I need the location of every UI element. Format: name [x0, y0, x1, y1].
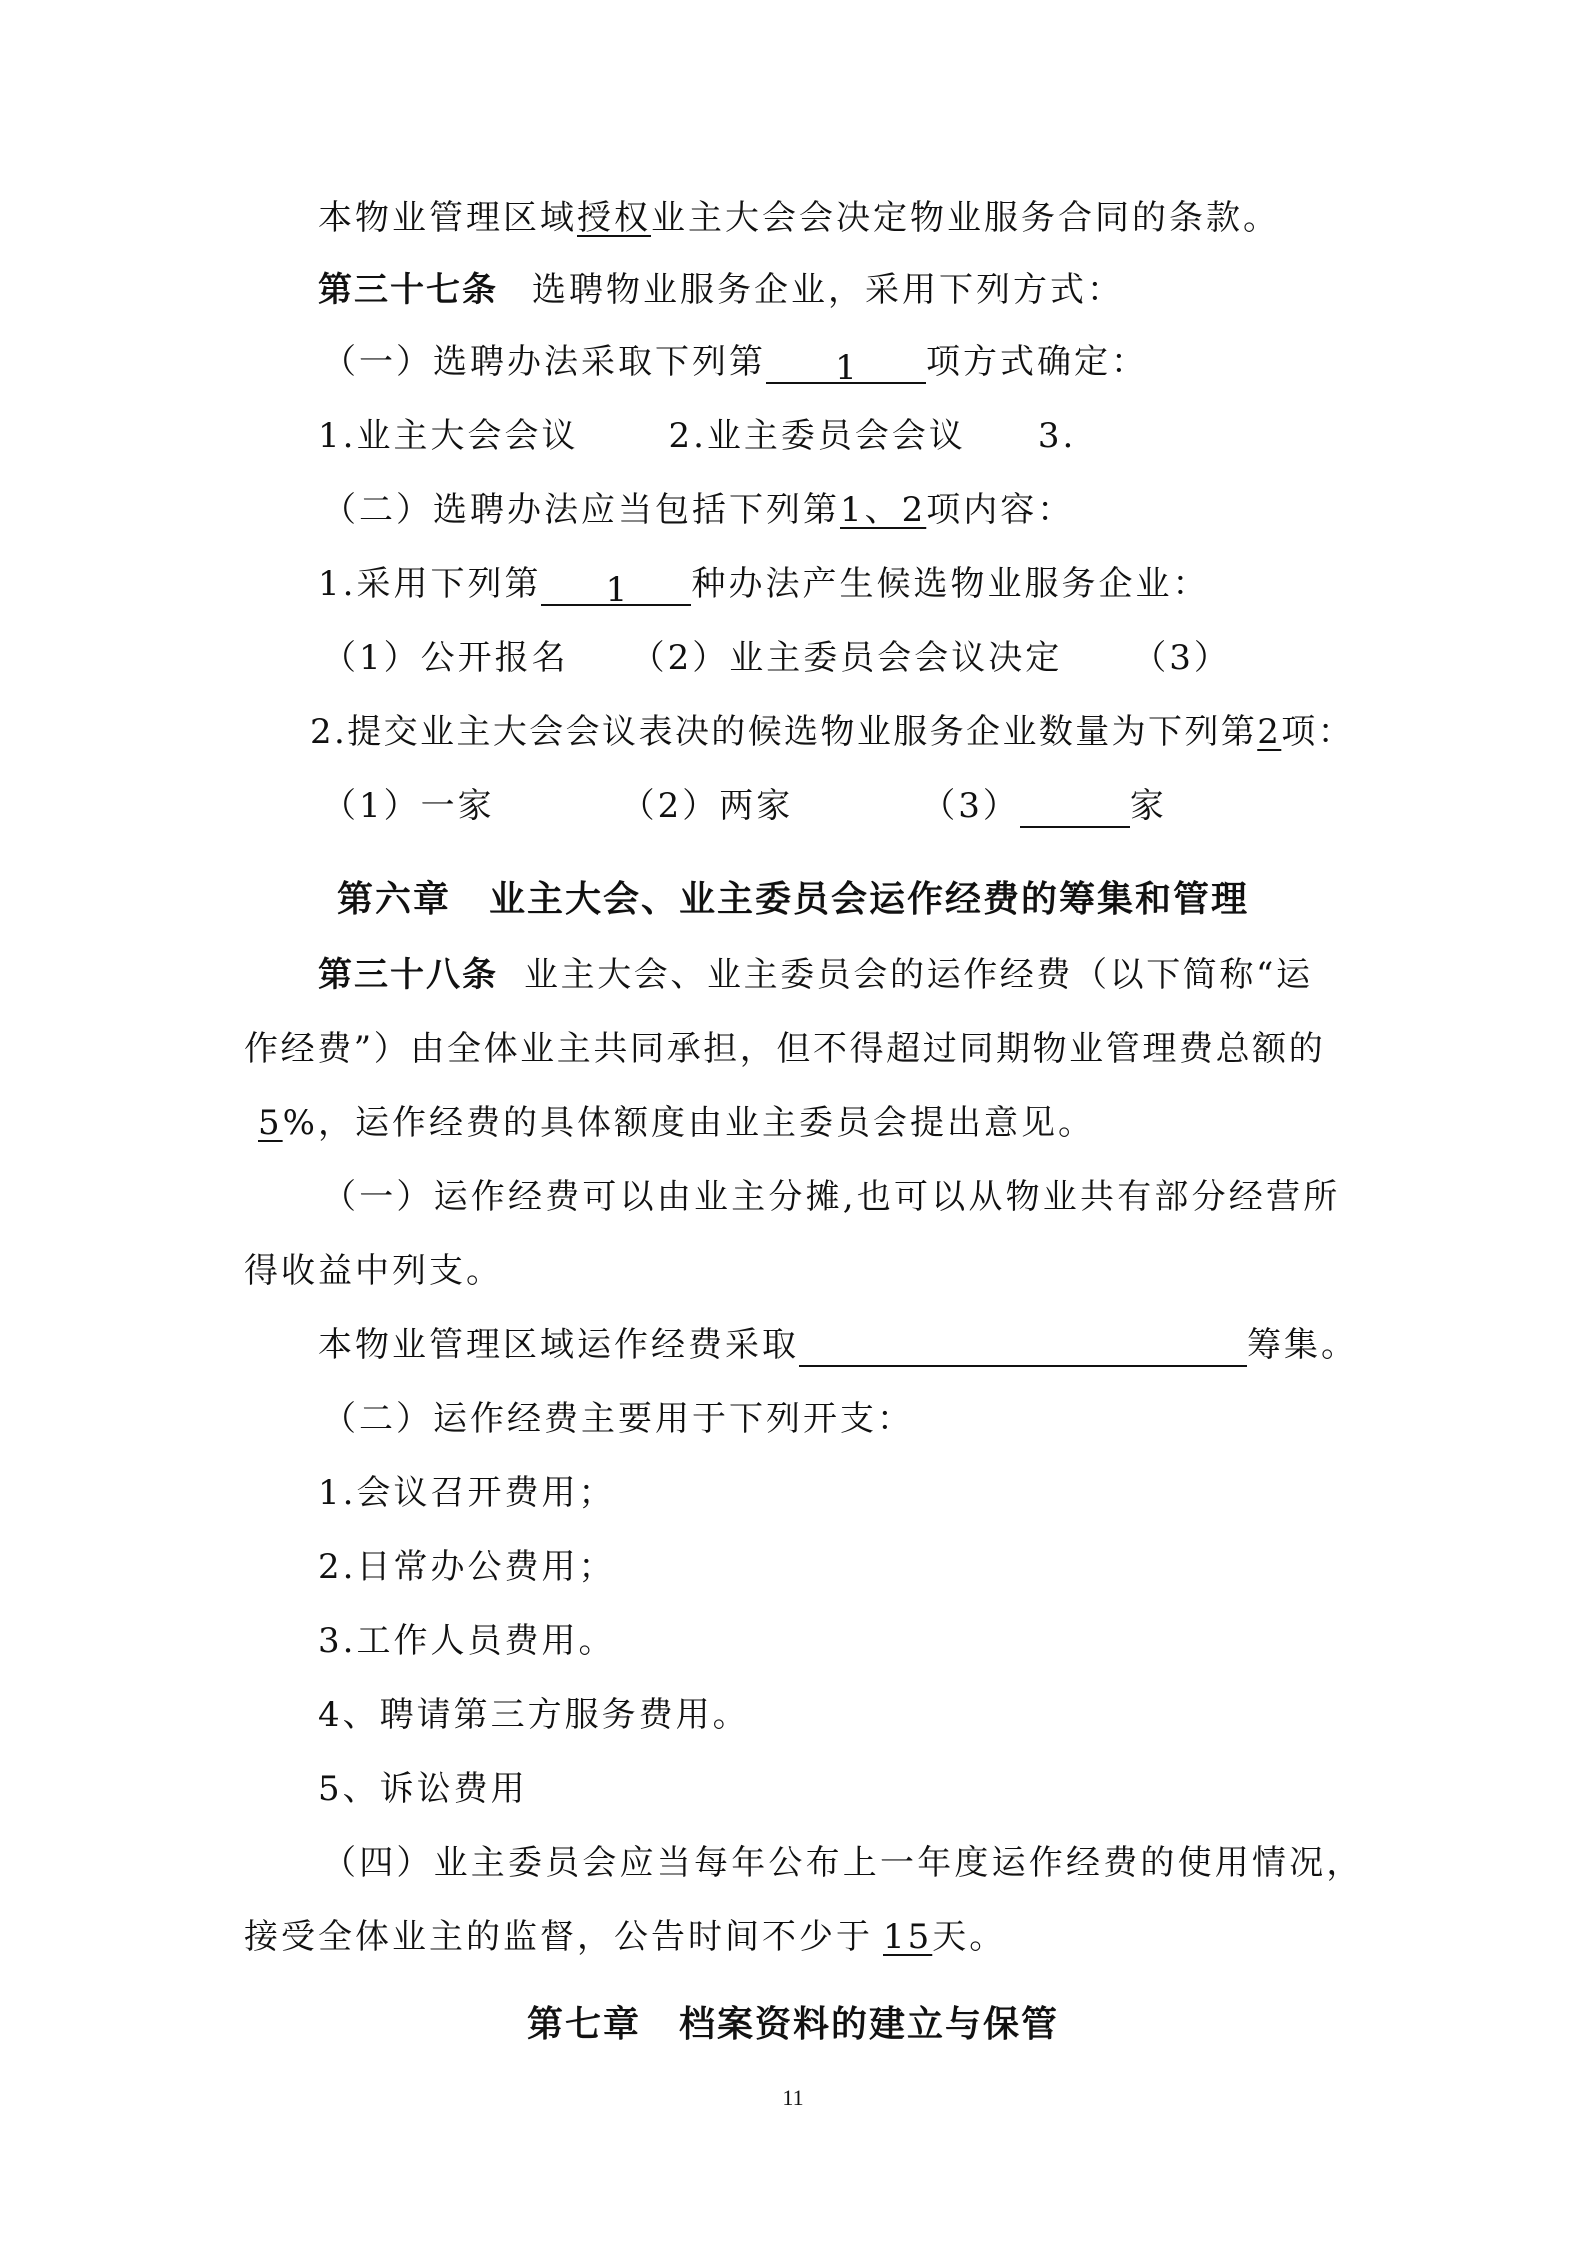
list-item	[318, 1619, 615, 1663]
text: 本物业管理区域	[318, 198, 577, 238]
paragraph-line	[318, 196, 1280, 240]
option: （2）两家	[620, 786, 794, 826]
text: 项：	[1281, 712, 1355, 752]
paragraph-line	[244, 1915, 1006, 1959]
text: 种办法产生候选物业服务企业：	[691, 564, 1210, 604]
list-item	[318, 1545, 615, 1589]
list-item	[318, 1767, 528, 1811]
option: 1.业主大会会议	[318, 416, 579, 456]
article-37	[318, 268, 1124, 312]
option: 3.	[1037, 416, 1077, 456]
paragraph-line	[318, 1323, 1358, 1367]
paragraph-line	[322, 340, 1148, 388]
article-text: 选聘物业服务企业，采用下列方式：	[532, 270, 1124, 310]
list-item	[318, 1693, 750, 1737]
underlined-text: 5	[258, 1103, 283, 1143]
text: 项内容：	[926, 490, 1075, 530]
page-number: 11	[782, 2085, 804, 2110]
text: 筹集。	[1247, 1325, 1358, 1365]
list-item	[318, 1471, 615, 1515]
fill-blank: 1	[766, 346, 926, 384]
text: 接受全体业主的监督，公告时间不少于	[244, 1917, 873, 1957]
option: （1）一家	[322, 786, 495, 826]
text: （一）选聘办法采取下列第	[322, 342, 766, 382]
paragraph-line	[318, 414, 1076, 458]
underlined-text: 2	[1257, 712, 1282, 752]
text: 天。	[932, 1917, 1007, 1957]
paragraph-line	[322, 1841, 1364, 1885]
text: （二）选聘办法应当包括下列第	[322, 490, 840, 530]
text: 3.工作人员费用。	[318, 1621, 616, 1661]
paragraph-line	[322, 636, 1231, 680]
fill-blank	[1020, 790, 1130, 828]
paragraph-line	[322, 1397, 914, 1441]
fill-blank: 1	[541, 568, 691, 606]
option: （2）业主委员会会议决定	[630, 638, 1063, 678]
text: 5、诉讼费用	[318, 1769, 528, 1809]
text: 项方式确定：	[926, 342, 1148, 382]
option: 家	[1129, 786, 1167, 826]
fill-blank	[799, 1329, 1247, 1367]
chapter-heading: 第六章 业主大会、业主委员会运作经费的筹集和管理	[336, 879, 1249, 920]
paragraph-line	[244, 1027, 1325, 1071]
chapter-heading: 第七章 档案资料的建立与保管	[526, 2004, 1059, 2045]
underlined-text: 1、2	[840, 490, 927, 530]
text: （一）运作经费可以由业主分摊,也可以从物业共有部分经营所	[322, 1177, 1341, 1217]
text: 作经费”）由全体业主共同承担，但不得超过同期物业管理费总额的	[244, 1029, 1326, 1069]
text: 4、聘请第三方服务费用。	[318, 1695, 750, 1735]
option: （1）公开报名	[322, 638, 569, 678]
option: 2.业主委员会会议	[668, 416, 966, 456]
text: 1.采用下列第	[318, 564, 542, 604]
text: 2.日常办公费用；	[318, 1547, 616, 1587]
underlined-text: 15	[883, 1917, 933, 1957]
option: （3）	[921, 786, 1020, 826]
paragraph-line	[322, 784, 1167, 828]
article-title: 第三十八条	[318, 955, 498, 995]
text: 本物业管理区域运作经费采取	[318, 1325, 799, 1365]
text: 业主大会会决定物业服务合同的条款。	[651, 198, 1280, 238]
underlined-text: 授权	[577, 198, 651, 238]
text: （四）业主委员会应当每年公布上一年度运作经费的使用情况，	[322, 1843, 1364, 1883]
article-text: 业主大会、业主委员会的运作经费（以下简称“运	[524, 955, 1313, 995]
text: （二）运作经费主要用于下列开支：	[322, 1399, 914, 1439]
paragraph-line	[244, 1249, 503, 1293]
paragraph-line	[322, 1175, 1340, 1219]
paragraph-line	[318, 562, 1210, 610]
text: 得收益中列支。	[244, 1251, 503, 1291]
text: 2.提交业主大会会议表决的候选物业服务企业数量为下列第	[310, 712, 1258, 752]
article-38	[318, 953, 1313, 997]
text: 1.会议召开费用；	[318, 1473, 616, 1513]
paragraph-line	[244, 1101, 1095, 1145]
article-title: 第三十七条	[318, 270, 498, 310]
text: %，运作经费的具体额度由业主委员会提出意见。	[282, 1103, 1095, 1143]
paragraph-line	[310, 710, 1354, 754]
paragraph-line	[322, 488, 1074, 532]
option: （3）	[1132, 638, 1231, 678]
